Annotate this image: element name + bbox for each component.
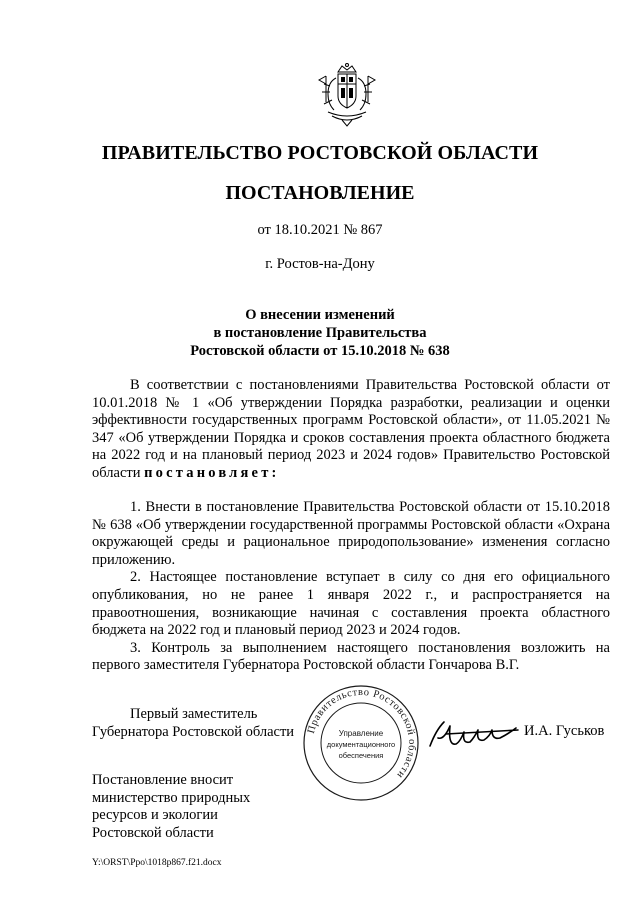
- document-date-number: от 18.10.2021 № 867: [257, 222, 383, 238]
- seal-inner-line-1: Управление: [338, 729, 384, 738]
- document-type: ПОСТАНОВЛЕНИЕ: [225, 182, 415, 204]
- coat-of-arms-icon: [316, 62, 378, 128]
- seal-outer-text: Правительство Ростовской области: [305, 686, 418, 781]
- resolves-word: постановляет:: [144, 464, 280, 481]
- submitter-note: [92, 772, 250, 842]
- preamble: [92, 377, 610, 483]
- subject-line-2: в постановление Правительства: [213, 325, 427, 341]
- government-name: ПРАВИТЕЛЬСТВО РОСТОВСКОЙ ОБЛАСТИ: [101, 142, 539, 164]
- resolution-item-3: 3. Контроль за выполнением настоящего постановления возложить на первого заместителя Губернатора Ростовской области Гончарова В.Г.: [92, 639, 610, 674]
- seal-inner-line-3: обеспечения: [338, 751, 384, 760]
- submitter-line-2: министерство природных: [92, 789, 251, 806]
- signatory-name: И.А. Гуськов: [524, 723, 605, 739]
- handwritten-signature-icon: [426, 716, 524, 752]
- submitter-line-3: ресурсов и экологии: [92, 807, 218, 823]
- official-seal-icon: [302, 684, 420, 802]
- subject-line-1: О внесении изменений: [245, 307, 395, 323]
- resolution-item-2: 2. Настоящее постановление вступает в силу со дня его официального опубликования, но не ранее 1 января 2022 г., и распространяется на правоотношения, возникающие начиная с составления проекта областного бюджета на 2022 год и плановый период 2023 и 2024 годов.: [92, 569, 610, 639]
- signatory-position: [92, 705, 294, 741]
- preamble-paragraph: [92, 377, 610, 483]
- subject-line-3: Ростовской области от 15.10.2018 № 638: [190, 343, 450, 359]
- signatory-position-line-2: Губернатора Ростовской области: [92, 724, 295, 740]
- preamble-text: В соответствии с постановлениями Правительства Ростовской области от 10.01.2018 № 1 «Об утверждении Порядка разработки, реализации и оценки эффективности государственных программ Ростовской области», от 11.05.2021 № 347 «Об утверждении Порядка и сроков составления проекта областного бюджета на 2022 год и на плановый период 2023 и 2024 годов» Правительство Ростовской области: [92, 377, 610, 481]
- signatory-position-line-1: Первый заместитель: [130, 706, 258, 722]
- submitter-line-1: Постановление вносит: [92, 772, 234, 788]
- seal-inner-line-2: документационного: [326, 740, 396, 749]
- document-city: г. Ростов-на-Дону: [265, 256, 375, 272]
- document-subject: [0, 306, 640, 360]
- resolution-item-1: 1. Внести в постановление Правительства Ростовской области от 15.10.2018 № 638 «Об утверждении государственной программы Ростовской области «Охрана окружающей среды и рациональное природопользование» изменения согласно приложению.: [92, 499, 610, 568]
- resolution-items: [92, 499, 610, 675]
- file-path: Y:\ORST\Ppo\1018p867.f21.docx: [92, 858, 222, 868]
- submitter-line-4: Ростовской области: [92, 824, 214, 841]
